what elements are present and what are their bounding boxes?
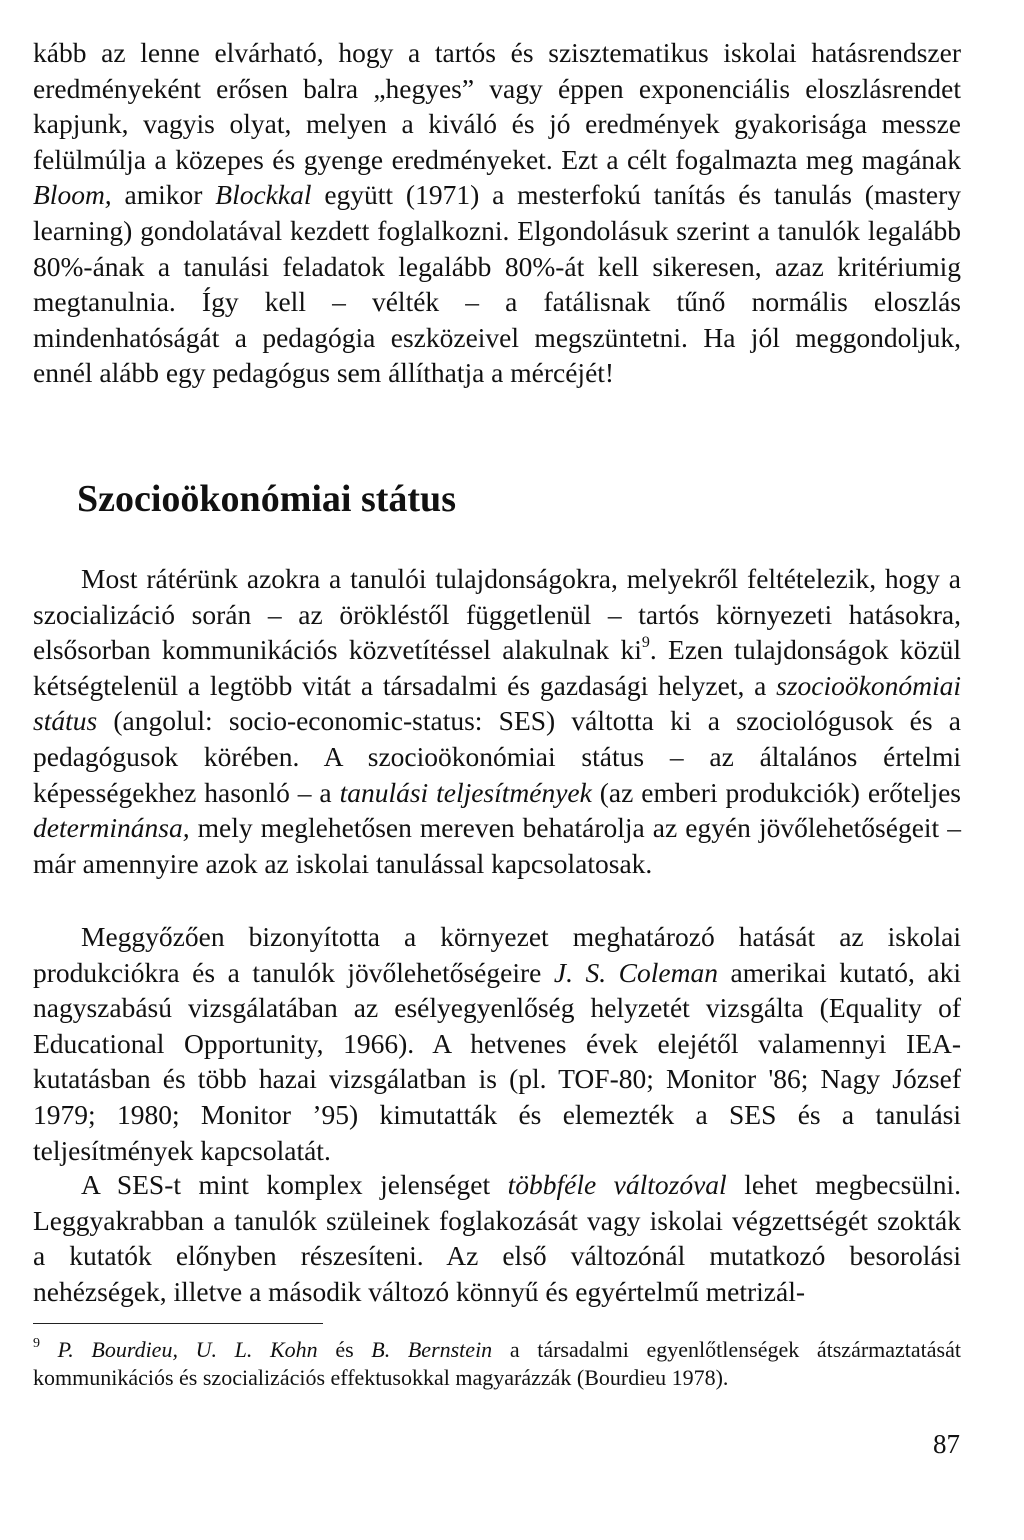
italic-run: P. Bourdieu, U. L. Kohn bbox=[57, 1337, 318, 1362]
text-run: Meggyőzően bizonyította a környezet meghatározó hatását az iskolai produkciókra és a tanulók jövőlehetőségeire bbox=[33, 921, 961, 988]
italic-run: J. S. Coleman bbox=[553, 956, 718, 988]
text-run: kább az lenne elvárható, hogy a tartós és szisztematikus iskolai hatásrendszer eredményeként erősen balra „hegyes” vagy éppen exponenciális eloszlásrendet kapjunk, vagyis olyat, melyen a kiváló és jó eredmények gyakorisága messze felülmúlja a közepes és gyenge eredményeket. Ezt a célt fogalmazta meg magának bbox=[33, 37, 961, 175]
footnote bbox=[33, 1336, 961, 1391]
text-run: amerikai kutató, aki nagyszabású vizsgálatában az esélyegyenlőség helyzetét vizsgálta (Equality of Educational Opportunity, 1966). A hetvenes évek elejétől valamennyi IEA-kutatásban és több hazai vizsgálatban is (pl. TOF-80; Monitor '86; Nagy József 1979; 1980; Monitor ’95) kimutatták és elemezték a SES és a tanulási teljesítmények kapcsolatát. bbox=[33, 956, 961, 1166]
footnote-divider bbox=[33, 1323, 323, 1324]
italic-run: többféle változóval bbox=[507, 1169, 727, 1200]
text-run: együtt (1971) a mesterfokú tanítás és tanulás (mastery learning) gondolatával kezdett foglalkozni. Elgondolásuk szerint a tanulók legalább 80%-ának a tanulási feladatok legalább 80%-át kell sikeresen, azaz kritériumig megtanulnia. Így kell – vélték – a fatálisnak tűnő normális eloszlás mindenhatóságát a pedagógia eszközeivel megszüntetni. Ha jól meggondoljuk, ennél alább egy pedagógus sem állíthatja a mércéjét! bbox=[33, 179, 961, 389]
text-run: A SES-t mint komplex jelenséget bbox=[81, 1169, 508, 1200]
italic-run: szocioökonómiai státus bbox=[33, 669, 961, 737]
text-run: a társadalmi egyenlőtlenségek átszármaztatását kommunikációs és szocializációs effektusokkal magyarázzák (Bourdieu 1978). bbox=[33, 1337, 961, 1390]
section-heading: Szocioökonómiai státus bbox=[77, 478, 456, 520]
paragraph-ses-measurement bbox=[33, 1167, 961, 1309]
footnote-ref[interactable]: 9 bbox=[641, 634, 650, 652]
text-run: lehet megbecsülni. Leggyakrabban a tanulók szüleinek foglakozását vagy iskolai végzettségét szokták a kutatók előnyben részesíteni. Az első változónál mutatkozó besorolási nehézségek, illetve a második változó könnyű és egyértelmű metrizál- bbox=[33, 1169, 961, 1307]
paragraph-coleman bbox=[33, 919, 961, 1168]
text-run: mely meglehetősen mereven behatárolja az egyén jövőlehetőségeit – már amennyire azok az iskolai tanulással kapcsolatosak. bbox=[33, 812, 961, 879]
paragraph-mastery-learning bbox=[33, 35, 961, 391]
italic-run: Blockkal bbox=[215, 179, 312, 211]
italic-run: B. Bernstein bbox=[371, 1337, 493, 1362]
text-run: amikor bbox=[111, 179, 216, 211]
text-run: (angolul: socio-economic-status: SES) váltotta ki a szociológusok és a pedagógusok körében. A szocioökonómiai státus – az általános értelmi képességekhez hasonló – a bbox=[33, 705, 961, 808]
italic-run: determinánsa, bbox=[33, 812, 190, 844]
text-run: és bbox=[317, 1337, 372, 1362]
italic-run: Bloom, bbox=[33, 179, 112, 211]
text-run: Most rátérünk azokra a tanulói tulajdonságokra, melyekről feltételezik, hogy a szocializáció során – az örökléstől függetlenül – tartós környezeti hatásokra, elsősorban kommunikációs közvetítéssel alakulnak ki bbox=[33, 563, 961, 666]
footnote-number: 9 bbox=[33, 1336, 40, 1351]
text-run: . Ezen tulajdonságok közül kétségtelenül a legtöbb vitát a társadalmi és gazdasági helyzet, a bbox=[33, 634, 961, 701]
page-number: 87 bbox=[933, 1429, 960, 1459]
text-run: (az emberi produkciók) erőteljes bbox=[591, 776, 961, 808]
italic-run: tanulási teljesítmények bbox=[339, 776, 592, 808]
paragraph-ses-intro bbox=[33, 561, 961, 881]
